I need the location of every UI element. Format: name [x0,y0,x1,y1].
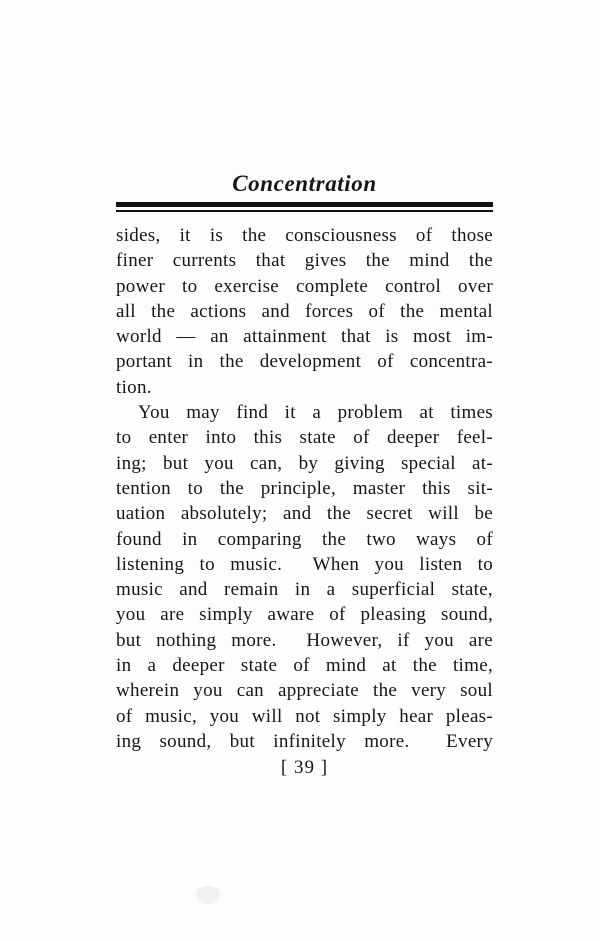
text-line: power to exercise complete control over [116,275,493,297]
text-line: you are simply aware of pleasing sound, [116,604,493,626]
text-line: found in comparing the two ways of [116,528,493,550]
text-line: portant in the development of concentra- [116,351,493,373]
text-line: uation absolutely; and the secret will be [116,503,493,525]
header-rule-thick [116,202,493,207]
text-line: in a deeper state of mind at the time, [116,655,493,677]
text-line: music and remain in a superficial state, [116,579,493,601]
text-line: all the actions and forces of the mental [116,300,493,322]
header-rule-thin [116,210,493,212]
text-line: ing; but you can, by giving special at- [116,452,493,474]
paragraph-2 [116,400,493,754]
text-line: wherein you can appreciate the very soul [116,680,493,702]
text-line: of music, you will not simply hear pleas- [116,705,493,727]
scan-artifact [196,886,220,904]
text-line: listening to music. When you listen to [116,553,493,575]
running-head-title: Concentration [232,171,377,196]
text-line: but nothing more. However, if you are [116,629,493,651]
text-line: tention to the principle, master this sit- [116,477,493,499]
text-line: You may find it a problem at times [138,402,493,424]
book-page [116,170,493,779]
text-line: tion. [116,376,152,398]
text-line: finer currents that gives the mind the [116,250,493,272]
text-line: ing sound, but infinitely more. Every [116,730,493,752]
text-line: world — an attainment that is most im- [116,326,493,348]
paragraph-1 [116,223,493,400]
body-text [116,223,493,754]
text-line: sides, it is the consciousness of those [116,225,493,246]
text-line: to enter into this state of deeper feel- [116,427,493,449]
page-number: [ 39 ] [280,757,329,779]
